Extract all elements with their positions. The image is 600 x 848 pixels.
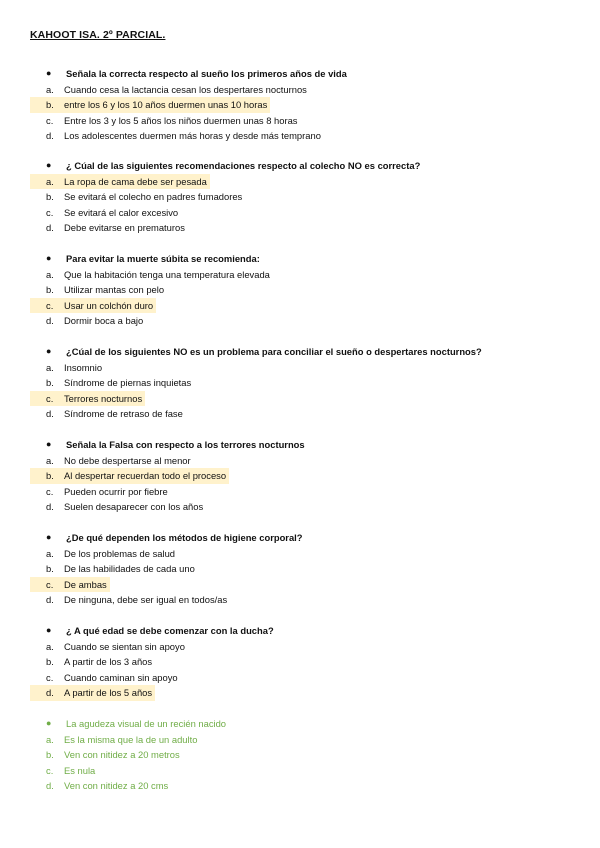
option-text: Cuando caminan sin apoyo (64, 671, 178, 683)
question-text: Señala la Falsa con respecto a los terrores nocturnos (66, 439, 305, 450)
option-letter: c. (46, 114, 54, 126)
option-letter: b. (46, 656, 54, 668)
option-letter: d. (46, 222, 54, 234)
option-text: Se evitará el colecho en padres fumadores (64, 191, 243, 203)
question-block (30, 716, 590, 794)
question-text-row (30, 716, 590, 732)
option-letter: d. (46, 501, 54, 513)
option-list (30, 267, 590, 329)
question-text: ¿Cúal de los siguientes NO es un problema para conciliar el sueño o despertares nocturnos? (66, 346, 482, 357)
option-text: Que la habitación tenga una temperatura elevada (64, 268, 270, 280)
question-text: Para evitar la muerte súbita se recomienda: (66, 253, 260, 264)
option-text: Insomnio (64, 361, 103, 373)
option-text: Usar un colchón duro (64, 299, 154, 311)
answer-option (30, 778, 590, 794)
bullet-icon: ● (46, 532, 52, 542)
bullet-icon: ● (46, 68, 52, 78)
option-letter: a. (46, 454, 54, 466)
option-letter: b. (46, 563, 54, 575)
option-text: Ven con nitidez a 20 metros (64, 749, 180, 761)
option-text: Dormir boca a bajo (64, 315, 144, 327)
option-text: De ninguna, debe ser igual en todos/as (64, 594, 228, 606)
answer-option (30, 205, 590, 221)
question-text-row (30, 66, 590, 82)
answer-option (30, 375, 590, 391)
option-letter: b. (46, 284, 54, 296)
question-text-row (30, 623, 590, 639)
option-text: Los adolescentes duermen más horas y desde más temprano (64, 130, 321, 142)
correct-answer-option (30, 298, 156, 314)
answer-option (30, 654, 590, 670)
option-list (30, 174, 590, 236)
question-block (30, 344, 590, 422)
correct-answer-option (30, 97, 270, 113)
option-letter: b. (46, 377, 54, 389)
answer-option (30, 128, 590, 144)
option-text: Es nula (64, 764, 96, 776)
answer-option (30, 453, 590, 469)
option-text: No debe despertarse al menor (64, 454, 191, 466)
option-text: Suelen desaparecer con los años (64, 501, 204, 513)
question-block (30, 623, 590, 701)
bullet-icon: ● (46, 439, 52, 449)
option-letter: c. (46, 578, 54, 590)
option-list (30, 732, 590, 794)
option-letter: a. (46, 733, 54, 745)
answer-option (30, 82, 590, 98)
option-text: De los problemas de salud (64, 547, 175, 559)
option-letter: a. (46, 83, 54, 95)
question-text: ¿ Cúal de las siguientes recomendaciones respecto al colecho NO es correcta? (66, 160, 421, 171)
option-list (30, 639, 590, 701)
bullet-icon: ● (46, 160, 52, 170)
option-text: Síndrome de piernas inquietas (64, 377, 192, 389)
option-text: Al despertar recuerdan todo el proceso (64, 470, 227, 482)
option-letter: d. (46, 687, 54, 699)
option-list (30, 360, 590, 422)
question-text: La agudeza visual de un recién nacido (66, 718, 227, 729)
correct-answer-option (30, 685, 155, 701)
option-text: A partir de los 3 años (64, 656, 153, 668)
option-letter: d. (46, 594, 54, 606)
option-letter: d. (46, 315, 54, 327)
answer-option (30, 313, 590, 329)
option-text: Cuando cesa la lactancia cesan los despertares nocturnos (64, 83, 307, 95)
question-text-row (30, 158, 590, 174)
answer-option (30, 267, 590, 283)
option-letter: d. (46, 780, 54, 792)
answer-option (30, 561, 590, 577)
bullet-icon: ● (46, 253, 52, 263)
option-text: Es la misma que la de un adulto (64, 733, 198, 745)
answer-option (30, 282, 590, 298)
option-letter: a. (46, 361, 54, 373)
answer-option (30, 360, 590, 376)
answer-option (30, 747, 590, 763)
correct-answer-option (30, 174, 210, 190)
option-letter: a. (46, 175, 54, 187)
option-letter: d. (46, 130, 54, 142)
option-letter: a. (46, 640, 54, 652)
answer-option (30, 546, 590, 562)
correct-answer-option (30, 391, 145, 407)
option-text: De ambas (64, 578, 107, 590)
option-letter: c. (46, 764, 54, 776)
option-text: entre los 6 y los 10 años duermen unas 10 horas (64, 99, 268, 111)
answer-option (30, 113, 590, 129)
option-text: Cuando se sientan sin apoyo (64, 640, 185, 652)
option-text: Síndrome de retraso de fase (64, 408, 183, 420)
option-letter: c. (46, 299, 54, 311)
bullet-icon: ● (46, 718, 52, 728)
question-block (30, 158, 590, 236)
option-letter: b. (46, 470, 54, 482)
answer-option (30, 189, 590, 205)
answer-option (30, 484, 590, 500)
option-letter: d. (46, 408, 54, 420)
answer-option (30, 670, 590, 686)
question-block (30, 530, 590, 608)
option-text: Debe evitarse en prematuros (64, 222, 185, 234)
answer-option (30, 499, 590, 515)
option-letter: c. (46, 671, 54, 683)
question-text-row (30, 530, 590, 546)
question-text: ¿ A qué edad se debe comenzar con la ducha? (66, 625, 274, 636)
option-letter: a. (46, 268, 54, 280)
option-letter: b. (46, 99, 54, 111)
option-letter: b. (46, 191, 54, 203)
answer-option (30, 763, 590, 779)
option-text: Se evitará el calor excesivo (64, 206, 179, 218)
answer-option (30, 732, 590, 748)
bullet-icon: ● (46, 625, 52, 635)
question-block (30, 251, 590, 329)
bullet-icon: ● (46, 346, 52, 356)
answer-option (30, 639, 590, 655)
question-text: Señala la correcta respecto al sueño los primeros años de vida (66, 68, 347, 79)
correct-answer-option (30, 577, 110, 593)
option-text: La ropa de cama debe ser pesada (64, 175, 207, 187)
option-text: Entre los 3 y los 5 años los niños duermen unas 8 horas (64, 114, 298, 126)
option-text: Ven con nitidez a 20 cms (64, 780, 169, 792)
option-letter: c. (46, 392, 54, 404)
option-letter: a. (46, 547, 54, 559)
question-block (30, 66, 590, 144)
question-block (30, 437, 590, 515)
answer-option (30, 406, 590, 422)
option-text: Pueden ocurrir por fiebre (64, 485, 168, 497)
option-text: Terrores nocturnos (64, 392, 143, 404)
question-text-row (30, 251, 590, 267)
option-letter: b. (46, 749, 54, 761)
option-letter: c. (46, 206, 54, 218)
option-list (30, 546, 590, 608)
correct-answer-option (30, 468, 229, 484)
option-text: De las habilidades de cada uno (64, 563, 195, 575)
option-list (30, 82, 590, 144)
answer-option (30, 592, 590, 608)
option-letter: c. (46, 485, 54, 497)
option-text: A partir de los 5 años (64, 687, 153, 699)
question-text: ¿De qué dependen los métodos de higiene corporal? (66, 532, 303, 543)
option-list (30, 453, 590, 515)
question-text-row (30, 437, 590, 453)
document-title: KAHOOT ISA. 2º PARCIAL. (30, 29, 166, 41)
option-text: Utilizar mantas con pelo (64, 284, 165, 296)
answer-option (30, 220, 590, 236)
question-text-row (30, 344, 590, 360)
